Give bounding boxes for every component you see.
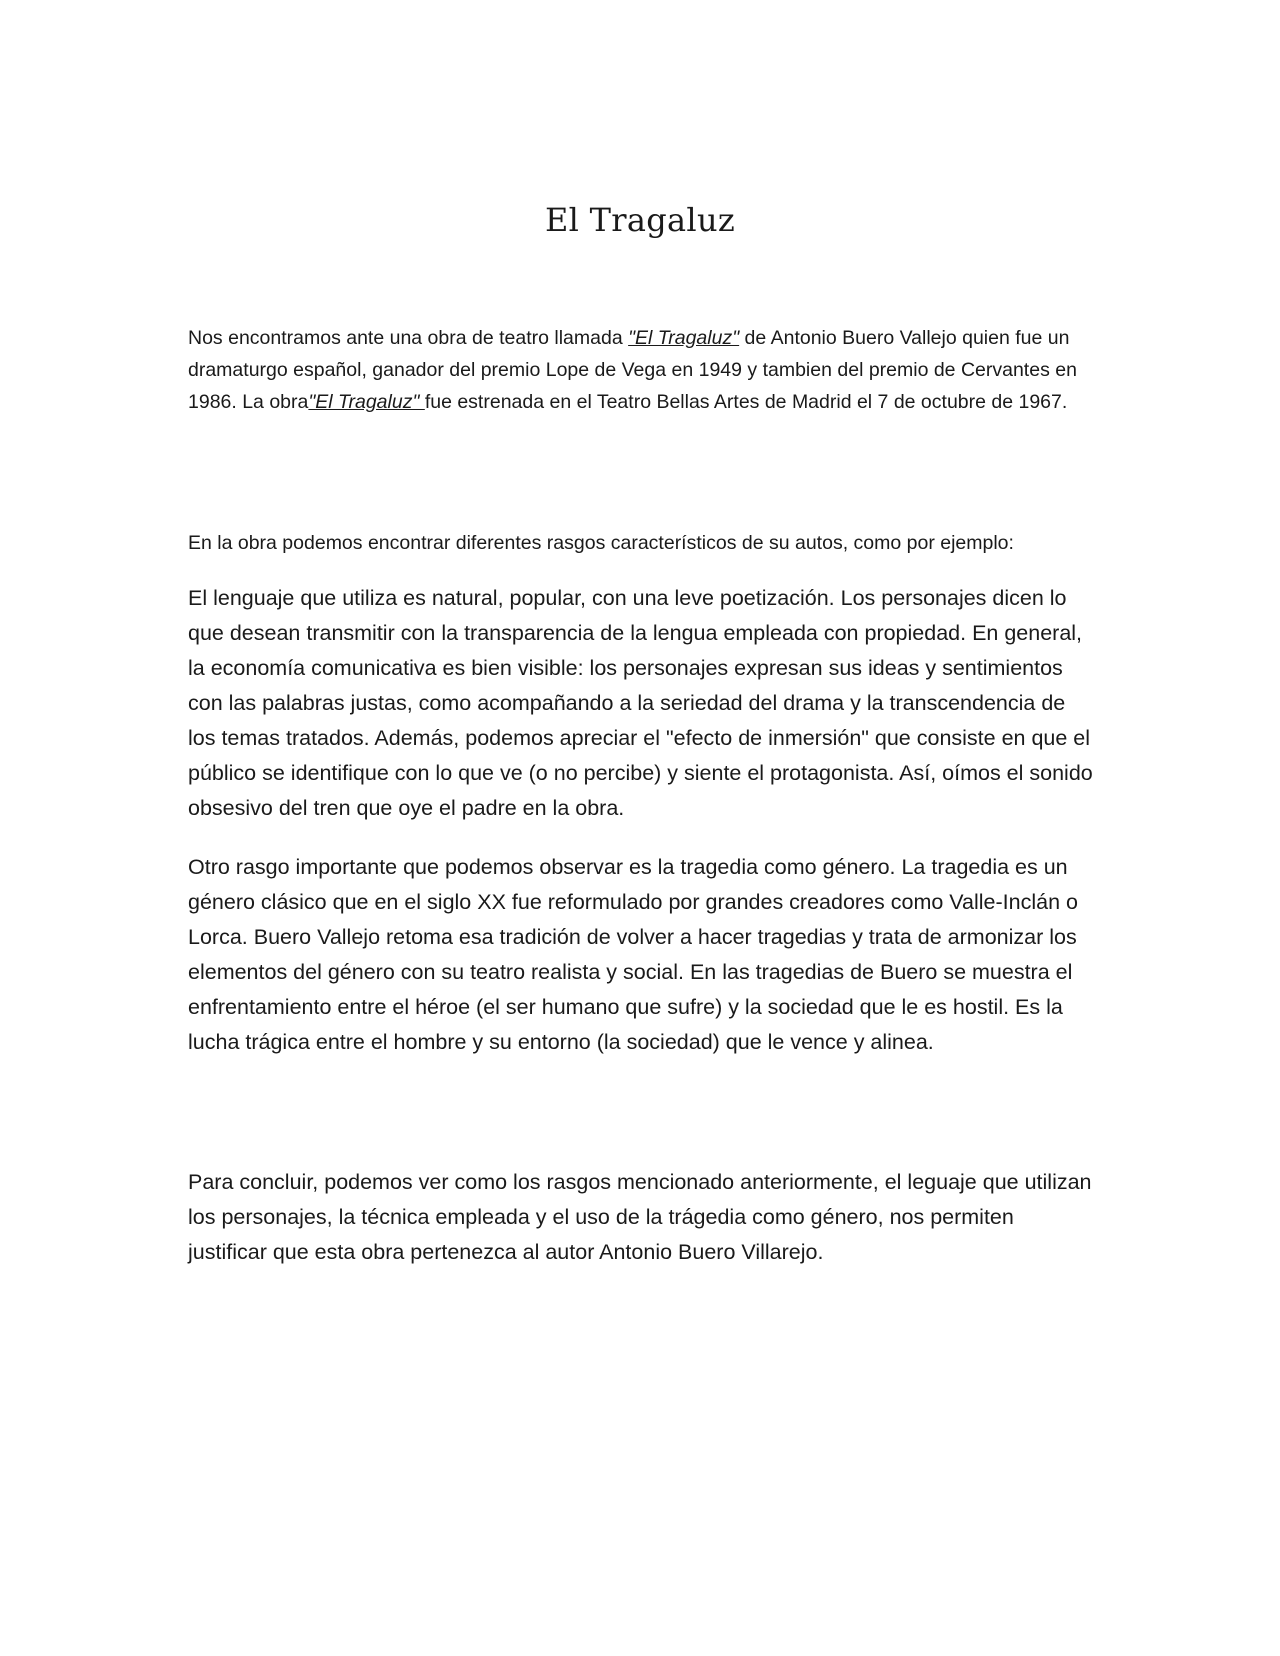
paragraph-traits-intro: En la obra podemos encontrar diferentes rasgos característicos de su autos, como por ejemplo: <box>188 532 1014 554</box>
intro-text-c: fue estrenada en el Teatro Bellas Artes de Madrid el 7 de octubre de 1967. <box>424 391 1068 413</box>
paragraph-intro <box>188 322 1098 418</box>
intro-text-b: de Antonio Buero Vallejo quien fue un dramaturgo español, ganador del premio Lope de Vega en 1949 y tambien del premio de Cervantes en 1986. La obra <box>188 327 1077 413</box>
paragraph-tragedy: Otro rasgo importante que podemos observar es la tragedia como género. La tragedia es un género clásico que en el siglo XX fue reformulado por grandes creadores como Valle-Inclán o Lorca. Buero Vallejo retoma esa tradición de volver a hacer tragedias y trata de armonizar los elementos del género con su teatro realista y social. En las tragedias de Buero se muestra el enfrentamiento entre el héroe (el ser humano que sufre) y la sociedad que le es hostil. Es la lucha trágica entre el hombre y su entorno (la sociedad) que le vence y alinea. <box>188 855 1078 1054</box>
document-title: El Tragaluz <box>544 201 736 239</box>
work-title-ref-2: "El Tragaluz" <box>308 391 425 413</box>
paragraph-language: El lenguaje que utiliza es natural, popular, con una leve poetización. Los personajes dicen lo que desean transmitir con la transparencia de la lengua empleada con propiedad. En general, la economía comunicativa es bien visible: los personajes expresan sus ideas y sentimientos con las palabras justas, como acompañando a la seriedad del drama y la transcendencia de los temas tratados. Además, podemos apreciar el "efecto de inmersión" que consiste en que el público se identifique con lo que ve (o no percibe) y siente el protagonista. Así, oímos el sonido obsesivo del tren que oye el padre en la obra. <box>188 586 1093 820</box>
intro-text-a: Nos encontramos ante una obra de teatro llamada <box>188 327 629 349</box>
work-title-ref-1: "El Tragaluz" <box>628 327 740 349</box>
paragraph-conclusion: Para concluir, podemos ver como los rasgos mencionado anteriormente, el leguaje que utilizan los personajes, la técnica empleada y el uso de la trágedia como género, nos permiten justificar que esta obra pertenezca al autor Antonio Buero Villarejo. <box>188 1170 1092 1264</box>
